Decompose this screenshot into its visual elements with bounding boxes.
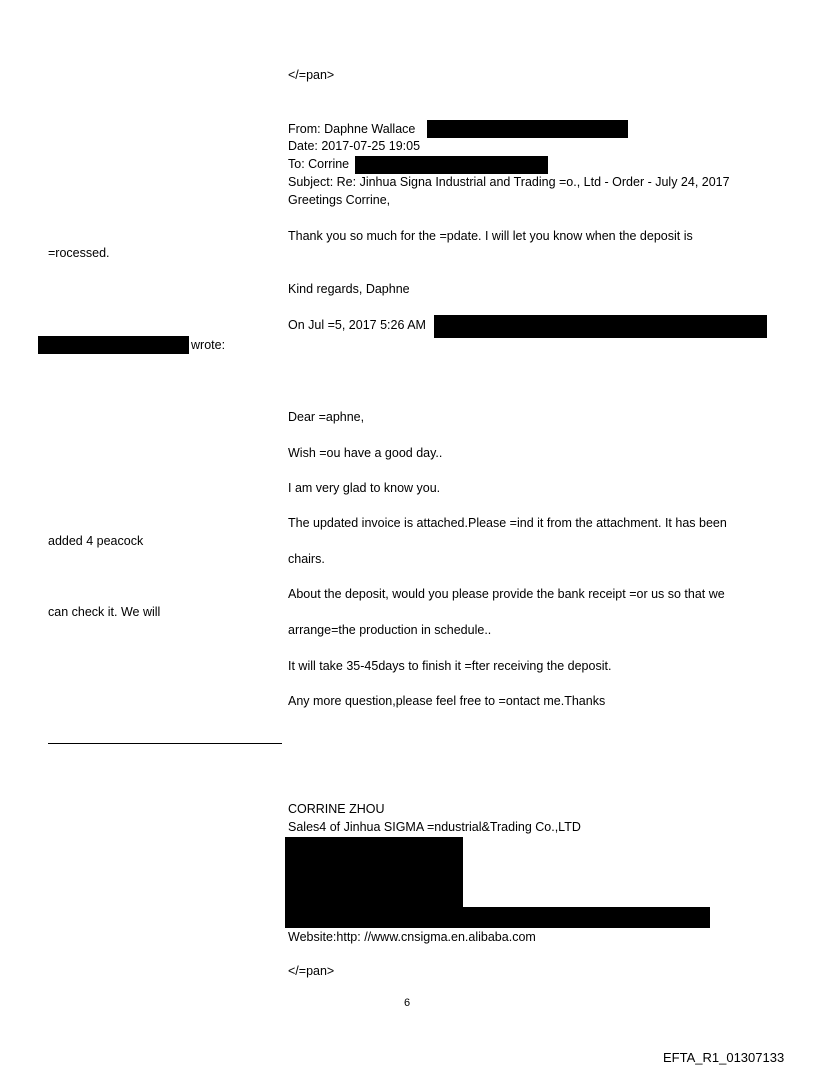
subject-line: Subject: Re: Jinhua Signa Industrial and Trading =o., Ltd - Order - July 24, 2017 [288, 175, 730, 189]
redaction-contact-block [285, 837, 463, 909]
greeting-line: Greetings Corrine, [288, 193, 391, 207]
redaction-sender-name [38, 336, 189, 354]
kind-regards-line: Kind regards, Daphne [288, 282, 410, 296]
page-number: 6 [404, 997, 411, 1009]
signature-name: CORRINE ZHOU [288, 802, 385, 816]
invoice-line-3: chairs. [288, 552, 325, 566]
footer-pan-tag: </=pan> [288, 964, 335, 978]
deposit-line-3: arrange=the production in schedule.. [288, 623, 492, 637]
date-line: Date: 2017-07-25 19:05 [288, 139, 421, 153]
website-line: Website:http: //www.cnsigma.en.alibaba.com [288, 930, 536, 944]
dear-line: Dear =aphne, [288, 410, 365, 424]
signature-title: Sales4 of Jinhua SIGMA =ndustrial&Trading Co.,LTD [288, 820, 581, 834]
document-id: EFTA_R1_01307133 [663, 1050, 785, 1065]
thanks-line-2: =rocessed. [48, 246, 110, 260]
from-line: From: Daphne Wallace [288, 122, 416, 136]
wrote-label: wrote: [191, 338, 226, 352]
deposit-line-1: About the deposit, would you please provide the bank receipt =or us so that we [288, 587, 725, 601]
wish-line: Wish =ou have a good day.. [288, 446, 443, 460]
header-pan-tag: </=pan> [288, 68, 335, 82]
to-line: To: Corrine [288, 157, 350, 171]
redaction-contact-line [285, 907, 710, 928]
deposit-line-2: can check it. We will [48, 605, 161, 619]
invoice-line-1: The updated invoice is attached.Please =ind it from the attachment. It has been [288, 516, 727, 530]
signature-divider [48, 743, 282, 744]
redaction-to-email [355, 156, 548, 174]
question-line: Any more question,please feel free to =ontact me.Thanks [288, 694, 606, 708]
redaction-from-email [427, 120, 628, 138]
finish-line: It will take 35-45days to finish it =fter receiving the deposit. [288, 659, 612, 673]
redaction-sender-address [434, 315, 767, 338]
thanks-line-1: Thank you so much for the =pdate. I will let you know when the deposit is [288, 229, 693, 243]
invoice-line-2: added 4 peacock [48, 534, 144, 548]
on-date-line: On Jul =5, 2017 5:26 AM [288, 318, 426, 332]
glad-line: I am very glad to know you. [288, 481, 441, 495]
